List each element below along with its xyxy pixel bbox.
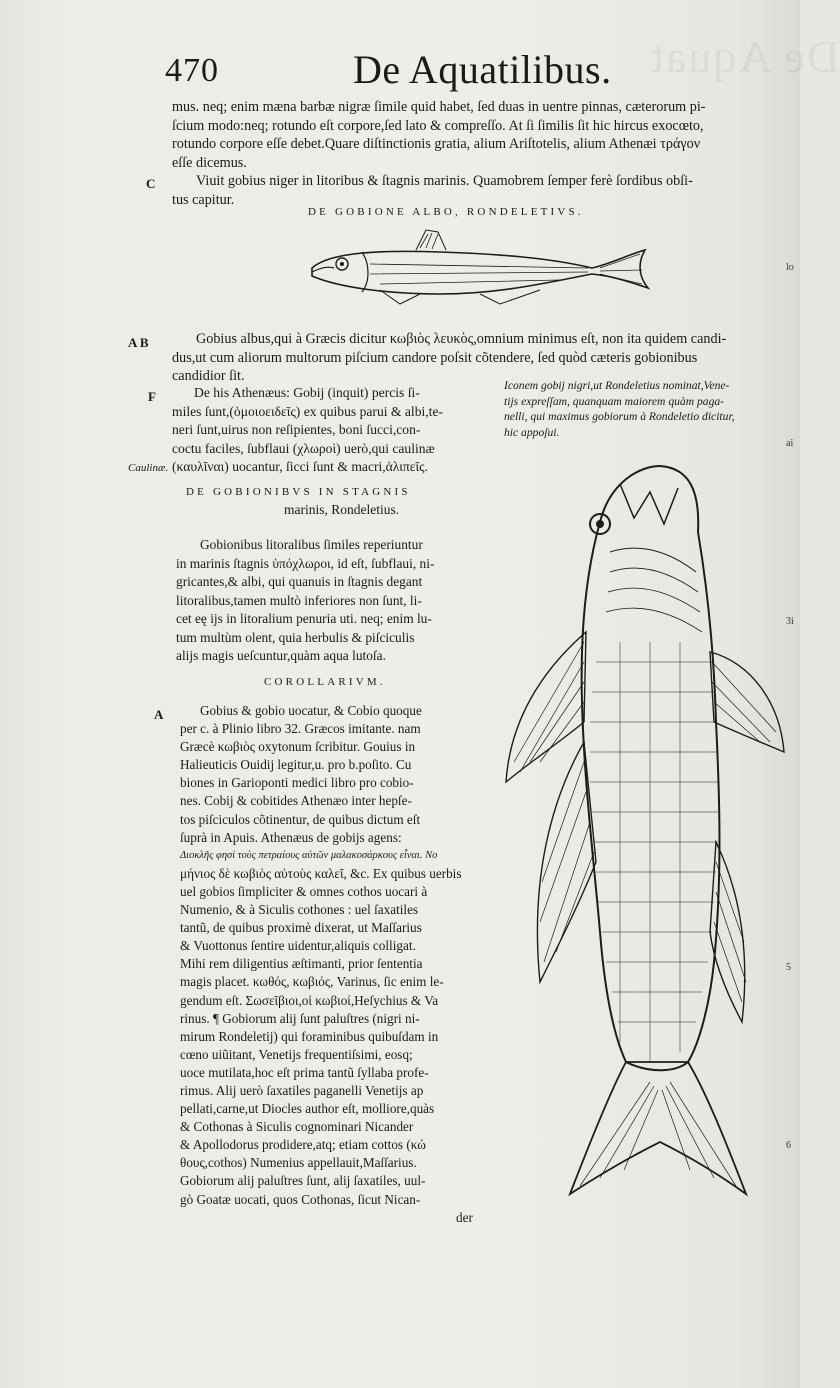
- heading-corollarium: COROLLARIVM.: [264, 676, 386, 688]
- paragraph-c: [172, 172, 693, 209]
- text-line: miles ſunt,(ὁμοιοειδεῖς) ex quibus parui & albi,te-: [172, 403, 444, 419]
- text-line: cœno uiũitant, Venetijs frequentiſsimi, eosq;: [180, 1046, 413, 1062]
- text-line: Viuit gobius niger in litoribus & ſtagnis marinis. Quamobrem ſemper ferè ſordibus obſi-: [196, 173, 693, 189]
- text-line: litoralibus,tamen multò inferiores non ſunt, li-: [176, 592, 422, 608]
- paragraph-athenaeus: [172, 384, 443, 477]
- text-line: Numenio, & à Siculis cothones : uel ſaxatiles: [180, 902, 419, 918]
- text-line: tos piſciculos cõtinentur, de quibus dictum eſt: [180, 811, 421, 827]
- margin-letter-c: C: [146, 176, 156, 191]
- margin-letters-ab: A B: [128, 335, 149, 350]
- text-line: magis placet. κωθός, κωβιός, Varinus, ſic enim le-: [180, 974, 444, 990]
- paragraph-stagnis: [176, 536, 434, 666]
- bleed-through-text: De Aquat: [648, 31, 840, 82]
- text-line: per c. à Plinio libro 32. Græcos imitante. nam: [180, 721, 421, 737]
- text-line: rotundo corpore eſſe debet.Quare diſtinctionis gratia, alium Ariſtotelis, alium Athenæi τράγον: [172, 136, 701, 152]
- text-line: tijs expreſſam, quanquam maiorem quàm paga-: [504, 394, 725, 408]
- intro-paragraph: [172, 98, 706, 172]
- text-line: uel gobios ſimpliciter & omnes cothos uocari à: [180, 883, 428, 899]
- text-line: mirum Rondeletij) qui foraminibus quibuſdam in: [180, 1028, 439, 1044]
- heading-gobionibus-subtitle: marinis, Rondeletius.: [284, 502, 400, 517]
- text-line: μήνιος δὲ κωβιὸς αὐτοὺς καλεῖ, &c. Ex quibus uerbis: [180, 865, 462, 881]
- text-line: gò Goatæ uocati, quos Cothonas, ſicut Nican-: [180, 1191, 421, 1207]
- heading-gobione-albo: DE GOBIONE ALBO, RONDELETIVS.: [308, 206, 584, 218]
- edge-mark: 5: [786, 962, 791, 973]
- text-line: in marinis ſtagnis ὑπόχλωροι, id eſt, ſubflaui, ni-: [176, 555, 435, 571]
- text-line: ſcium modo:neq; rotundo eſt corpore,ſed lato & compreſſo. At ſi ſimilis ſit hic hircus exocœto,: [172, 117, 704, 134]
- text-line: & Apollodorus prodidere,atq; etiam cottos (κώ: [180, 1137, 426, 1153]
- text-line: mus. neq; enim mæna barbæ nigræ ſimile quid habet, ſed duas in uentre pinnas, cæterorum pi-: [172, 99, 706, 115]
- text-line: tus capitur.: [172, 191, 235, 208]
- text-line: Gobiorum alij paluſtres ſunt, alij ſaxatiles, uul-: [180, 1173, 426, 1189]
- text-line: Gobius albus,qui à Græcis dicitur κωβιὸς λευκὸς,omnium minimus eſt, non ita quidem candi-: [196, 331, 727, 347]
- edge-mark: 3i: [786, 616, 794, 627]
- margin-note-caulinae: Caulinæ.: [128, 462, 169, 474]
- text-line: candidior ſit.: [172, 368, 245, 384]
- text-line-greek: Διοκλῆς φησὶ τοὺς πετραίους αὐτῶν μαλακοσάρκους εἶναι. Νο: [180, 849, 438, 861]
- text-line: dus,ut cum aliorum multorum piſcium candore poſsit cõtendere, ſed quòd cæteris gobionibus: [172, 349, 698, 366]
- text-line: & Vuottonus ſentire uidentur,aliquis colligat.: [180, 938, 416, 954]
- text-line: De his Athenæus: Gobij (inquit) percis ſi-: [194, 385, 420, 400]
- text-line: neri ſunt,uirus non reſipientes, boni ſucci,con-: [172, 422, 421, 437]
- text-line: gricantes,& albi, qui quanuis in ſtagnis degant: [176, 574, 423, 589]
- text-line: rimus. Alij uerò ſaxatiles paganelli Venetijs ap: [180, 1082, 424, 1098]
- page-header: [165, 46, 625, 96]
- side-note-black-goby: [504, 378, 735, 440]
- heading-gobionibus-stagnis: DE GOBIONIBVS IN STAGNIS: [186, 486, 411, 498]
- text-line: Mihi rem diligentius æſtimanti, prior ſententia: [180, 956, 423, 972]
- text-line: rinus. ¶ Gobiorum alij ſunt paluſtres (nigri ni-: [180, 1010, 420, 1026]
- text-line: nelli, qui maximus gobiorum à Rondeletio dicitur,: [504, 410, 735, 423]
- running-title: De Aquatilibus.: [353, 47, 612, 92]
- margin-letter-f: F: [148, 389, 156, 404]
- edge-mark: ai: [786, 438, 794, 449]
- text-line: Gobius & gobio uocatur, & Cobio quoque: [200, 703, 422, 718]
- text-line: tum multùm olent, quia herbulis & piſciculis: [176, 629, 415, 645]
- text-line: ſuprà in Apuis. Athenæus de gobijs agens:: [180, 829, 402, 845]
- edge-mark: 6: [786, 1140, 791, 1151]
- text-line: Halieuticis Ouidij legitur,u. pro b.poſito. Cu: [180, 757, 412, 773]
- text-line: uoce mutilata,hoc eſt prima tantũ ſyllaba profe-: [180, 1064, 429, 1080]
- text-line: pellati,carne,ut Diocles author eſt, molliore,quàs: [180, 1101, 435, 1117]
- text-line: Gobionibus litoralibus ſimiles reperiuntur: [200, 537, 423, 552]
- edge-mark: lo: [786, 262, 794, 273]
- text-line: & Cothonas à Siculis cognominari Nicander: [180, 1119, 414, 1135]
- text-line: biones in Garioponti medici libro pro cobio-: [180, 775, 414, 791]
- text-line: tantũ, de quibus proximè dixerat, ut Maſſarius: [180, 920, 422, 936]
- text-line: nes. Cobij & cobitides Athenæo inter hepſe-: [180, 793, 412, 809]
- page-number: 470: [165, 52, 219, 89]
- paragraph-corollarium: [180, 702, 473, 1227]
- text-line: alijs magis ueſcuntur,quàm aqua lutoſa.: [176, 648, 386, 663]
- text-line: Iconem gobij nigri,ut Rondeletius nominat,Vene-: [504, 379, 730, 392]
- text-line: der: [456, 1209, 473, 1225]
- text-line: (καυλῖναι) uocantur, ſicci ſunt & macri,ἀλιπεῖς.: [172, 459, 428, 474]
- white-goby-illustration: [300, 224, 660, 314]
- black-goby-illustration: [500, 462, 790, 1202]
- text-line: hic appoſui.: [504, 425, 560, 439]
- text-line: θους,cothos) Numenius appellauit,Maſſarius.: [180, 1155, 417, 1171]
- text-line: Græcè κωβιὸς oxytonum ſcribitur. Gouius in: [180, 739, 416, 755]
- text-line: eſſe dicemus.: [172, 154, 247, 171]
- text-line: cet eę ijs in litoralium penuria uti. neq; enim lu-: [176, 611, 432, 626]
- text-line: coctu faciles, ſubflaui (χλωροὶ) uerò,qui caulinæ: [172, 440, 435, 456]
- margin-letter-a: A: [154, 707, 164, 722]
- text-line: gendum eſt. Σωσεῖβιοι,οἱ κωβιοί,Heſychius & Va: [180, 992, 439, 1008]
